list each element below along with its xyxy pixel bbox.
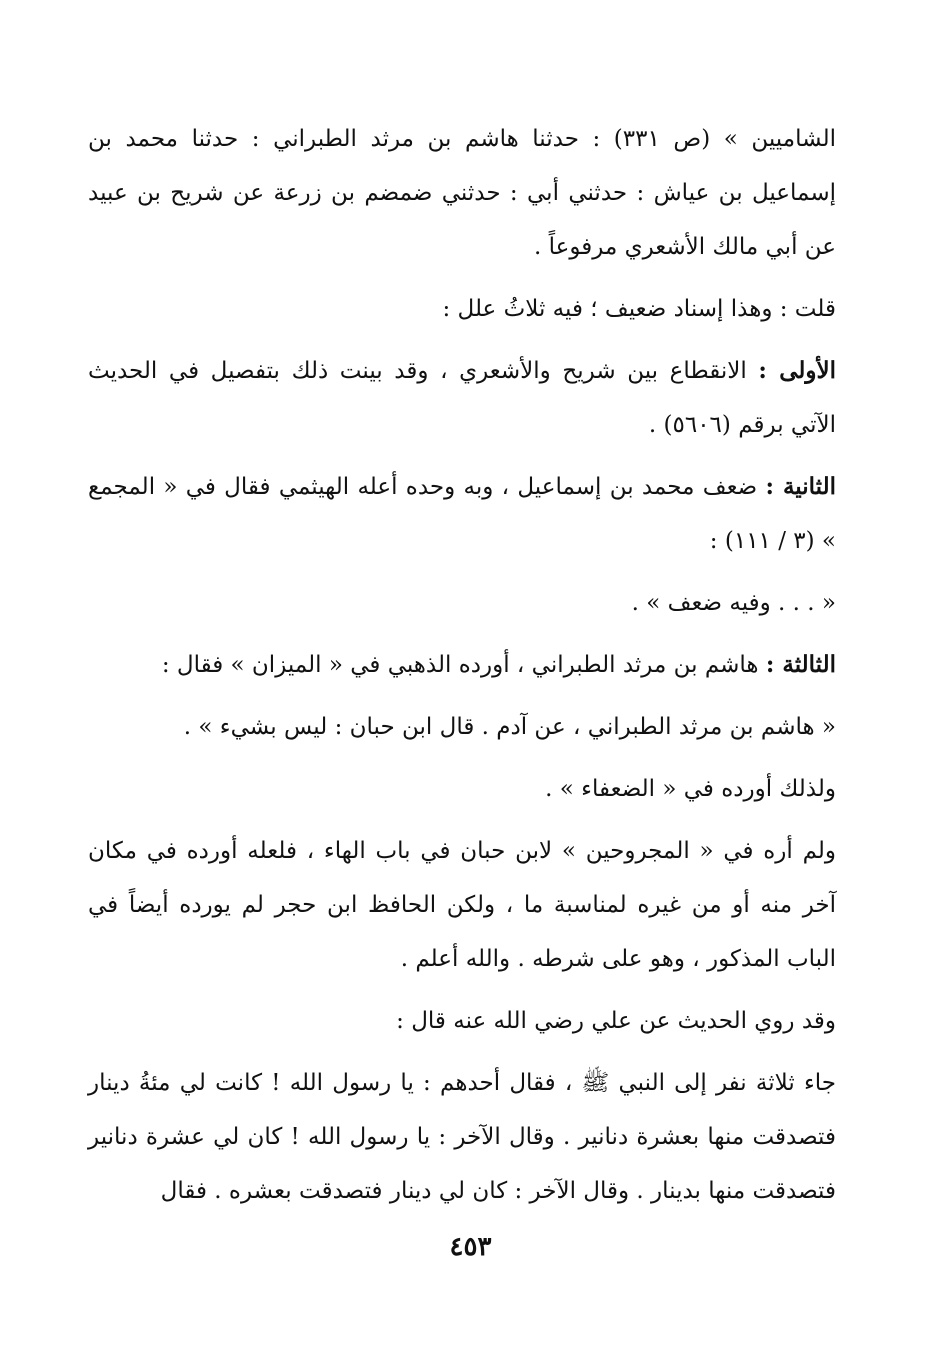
body-text — [88, 112, 836, 1226]
paragraph-11 — [88, 1056, 836, 1218]
paragraph-lead: الثانية : — [765, 473, 836, 500]
paragraph-text: ولم أره في « المجروحين » لابن حبان في باب الهاء ، فلعله أورده في مكان آخر منه أو من غيره لمناسبة ما ، ولكن الحافظ ابن حجر لم يورده أيضاً في الباب المذكور ، وهو على شرطه . والله أعلم . — [88, 838, 836, 972]
paragraph-6 — [88, 638, 836, 692]
paragraph-8 — [88, 762, 836, 816]
paragraph-text: « . . . وفيه ضعف » . — [631, 590, 836, 616]
paragraph-7 — [88, 700, 836, 754]
paragraph-5 — [88, 576, 836, 630]
paragraph-9 — [88, 824, 836, 986]
paragraph-3 — [88, 344, 836, 452]
paragraph-text: الانقطاع بين شريح والأشعري ، وقد بينت ذلك بتفصيل في الحديث الآتي برقم (٥٦٠٦) . — [88, 358, 836, 438]
paragraph-lead: الأولى : — [758, 357, 836, 384]
paragraph-text: هاشم بن مرثد الطبراني ، أورده الذهبي في « الميزان » فقال : — [161, 652, 766, 678]
paragraph-text: الشاميين » (ص ٣٣١) : حدثنا هاشم بن مرثد الطبراني : حدثنا محمد بن إسماعيل بن عياش : حدثني أبي : حدثني ضمضم بن زرعة عن شريح بن عبيد عن أبي مالك الأشعري مرفوعاً . — [88, 126, 836, 260]
page-number: ٤٥٣ — [449, 1232, 492, 1262]
paragraph-text: « هاشم بن مرثد الطبراني ، عن آدم . قال ابن حبان : ليس بشيء » . — [183, 714, 836, 740]
paragraph-10 — [88, 994, 836, 1048]
paragraph-4 — [88, 460, 836, 568]
paragraph-text: ولذلك أورده في « الضعفاء » . — [545, 776, 836, 802]
paragraph-text: قلت : وهذا إسناد ضعيف ؛ فيه ثلاثُ علل : — [442, 296, 836, 322]
paragraph-text: جاء ثلاثة نفر إلى النبي ﷺ ، فقال أحدهم : يا رسول الله ! كانت لي مئةُ دينار فتصدقت منها بعشرة دنانير . وقال الآخر : يا رسول الله ! كان لي عشرة دنانير فتصدقت منها بدينار . وقال الآخر : كان لي دينار فتصدقت بعشره . فقال — [88, 1070, 836, 1204]
paragraph-1 — [88, 112, 836, 274]
paragraph-2 — [88, 282, 836, 336]
paragraph-text: ضعف محمد بن إسماعيل ، وبه وحده أعله الهيثمي فقال في « المجمع » (٣ / ١١١) : — [88, 474, 836, 554]
paragraph-text: وقد روي الحديث عن علي رضي الله عنه قال : — [396, 1008, 836, 1034]
paragraph-lead: الثالثة : — [765, 651, 836, 678]
